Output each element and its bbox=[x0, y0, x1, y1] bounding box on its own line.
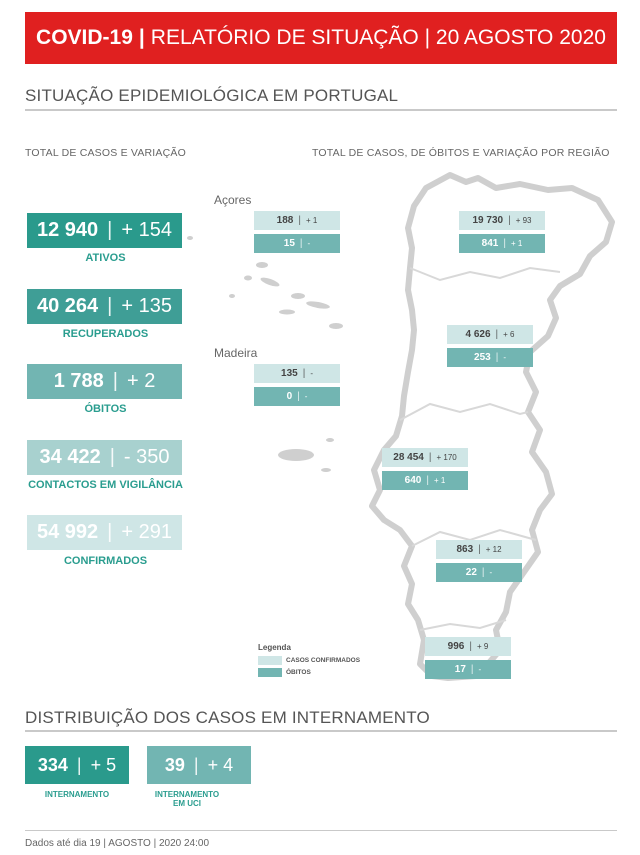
banner-title: RELATÓRIO DE SITUAÇÃO | 20 AGOSTO 2020 bbox=[150, 26, 606, 49]
algarve-confirmed: 996 | + 9 bbox=[425, 637, 511, 656]
stat-recuperados: 40 264 | + 135 bbox=[27, 289, 182, 324]
lvt-deaths-value: 640 bbox=[404, 475, 422, 486]
madeira-deaths-change: - bbox=[304, 392, 308, 401]
algarve-deaths-change: - bbox=[478, 665, 482, 674]
region-subtitle: TOTAL DE CASOS, DE ÓBITOS E VARIAÇÃO POR REGIÃO bbox=[312, 147, 610, 159]
norte-confirmed: 19 730 | + 93 bbox=[459, 211, 545, 230]
algarve-confirmed-value: 996 bbox=[447, 641, 465, 652]
legend-title: Legenda bbox=[258, 643, 291, 652]
centro-deaths-change: - bbox=[503, 353, 506, 362]
legend-confirmed-label: CASOS CONFIRMADOS bbox=[286, 657, 361, 664]
madeira-deaths-value: 0 bbox=[286, 391, 293, 402]
alentejo-confirmed-value: 863 bbox=[456, 544, 474, 555]
centro-deaths: 253 | - bbox=[447, 348, 533, 367]
section-title-epidemiological: SITUAÇÃO EPIDEMIOLÓGICA EM PORTUGAL bbox=[25, 86, 399, 105]
stat-label-obitos: ÓBITOS bbox=[84, 403, 127, 415]
madeira-confirmed-change: - bbox=[310, 369, 313, 378]
acores-deaths-change: - bbox=[307, 239, 311, 248]
madeira-islands bbox=[278, 438, 334, 472]
algarve-confirmed-change: + 9 bbox=[476, 642, 489, 651]
centro-confirmed: 4 626 | + 6 bbox=[447, 325, 533, 344]
footer-note: Dados até dia 19 | AGOSTO | 2020 24:00 bbox=[25, 838, 210, 849]
madeira-confirmed-value: 135 bbox=[281, 368, 298, 379]
madeira-deaths: 0 | - bbox=[254, 387, 340, 406]
norte-deaths-value: 841 bbox=[481, 238, 499, 249]
hosp-label-internamento: INTERNAMENTO bbox=[44, 790, 110, 799]
norte-confirmed-value: 19 730 bbox=[472, 215, 504, 226]
alentejo-confirmed: 863 | + 12 bbox=[436, 540, 522, 559]
section-title-hospital: DISTRIBUIÇÃO DOS CASOS EM INTERNAMENTO bbox=[25, 708, 430, 727]
lvt-deaths-change: + 1 bbox=[433, 476, 446, 485]
acores-deaths-value: 15 bbox=[283, 238, 295, 249]
acores-confirmed: 188 | + 1 bbox=[254, 211, 340, 230]
legend-deaths bbox=[258, 668, 311, 677]
banner-brand: COVID-19 bbox=[36, 26, 133, 49]
stat-internamento-uci: 39 | + 4 bbox=[147, 746, 251, 784]
stat-change: + 2 bbox=[126, 370, 156, 392]
stat-obitos: 1 788 | + 2 bbox=[27, 364, 182, 399]
total-cases-subtitle: TOTAL DE CASOS E VARIAÇÃO bbox=[25, 147, 186, 159]
stat-change: + 154 bbox=[121, 219, 172, 241]
footer-divider bbox=[25, 830, 617, 831]
acores-label: Açores bbox=[214, 193, 252, 207]
stat-label-contactos: CONTACTOS EM VIGILÂNCIA bbox=[28, 479, 183, 491]
hosp-value: 39 bbox=[164, 754, 185, 775]
stat-internamento: 334 | + 5 bbox=[25, 746, 129, 784]
stat-value: 34 422 bbox=[39, 446, 101, 468]
norte-deaths-change: + 1 bbox=[510, 239, 523, 248]
lvt-confirmed: 28 454 | + 170 bbox=[382, 448, 468, 467]
acores-confirmed-value: 188 bbox=[276, 215, 294, 226]
lvt-confirmed-change: + 170 bbox=[436, 453, 457, 462]
norte-deaths: 841 | + 1 bbox=[459, 234, 545, 253]
norte-confirmed-change: + 93 bbox=[515, 216, 532, 225]
acores-confirmed-change: + 1 bbox=[305, 216, 318, 225]
stat-confirmados: 54 992 | + 291 bbox=[27, 515, 182, 550]
legend-swatch-deaths bbox=[258, 668, 282, 677]
stat-value: 1 788 bbox=[53, 370, 104, 392]
hosp-value: 334 bbox=[37, 754, 68, 775]
legend-confirmed bbox=[258, 656, 360, 665]
alentejo-deaths: 22 | - bbox=[436, 563, 522, 582]
stat-value: 12 940 bbox=[37, 219, 99, 241]
stat-value: 54 992 bbox=[37, 521, 99, 543]
centro-confirmed-value: 4 626 bbox=[465, 329, 491, 340]
alentejo-deaths-value: 22 bbox=[465, 567, 477, 578]
hosp-change: + 4 bbox=[207, 754, 234, 775]
stat-value: 40 264 bbox=[37, 295, 99, 317]
stat-label-recuperados: RECUPERADOS bbox=[62, 328, 149, 340]
stat-change: + 291 bbox=[121, 521, 172, 543]
stat-label-confirmados: CONFIRMADOS bbox=[63, 555, 148, 567]
stat-label-ativos: ATIVOS bbox=[85, 252, 126, 264]
stat-contactos: 34 422 | - 350 bbox=[27, 440, 182, 475]
legend-deaths-label: ÓBITOS bbox=[286, 669, 311, 676]
alentejo-confirmed-change: + 12 bbox=[485, 545, 502, 554]
madeira-confirmed: 135 | - bbox=[254, 364, 340, 383]
section-divider bbox=[25, 730, 617, 732]
lvt-deaths: 640 | + 1 bbox=[382, 471, 468, 490]
madeira-label: Madeira bbox=[214, 346, 258, 360]
algarve-deaths-value: 17 bbox=[454, 664, 466, 675]
stat-change: - 350 bbox=[123, 446, 170, 468]
acores-deaths: 15 | - bbox=[254, 234, 340, 253]
stat-change: + 135 bbox=[121, 295, 172, 317]
alentejo-deaths-change: - bbox=[489, 568, 493, 577]
hosp-label-uci: INTERNAMENTO EM UCI bbox=[154, 790, 220, 808]
algarve-deaths: 17 | - bbox=[425, 660, 511, 679]
hosp-change: + 5 bbox=[90, 754, 117, 775]
lvt-confirmed-value: 28 454 bbox=[393, 452, 424, 463]
centro-confirmed-change: + 6 bbox=[503, 330, 515, 339]
banner-separator: | bbox=[138, 26, 145, 49]
stat-ativos: 12 940 | + 154 bbox=[27, 213, 182, 248]
legend-swatch-confirmed bbox=[258, 656, 282, 665]
centro-deaths-value: 253 bbox=[474, 352, 491, 363]
